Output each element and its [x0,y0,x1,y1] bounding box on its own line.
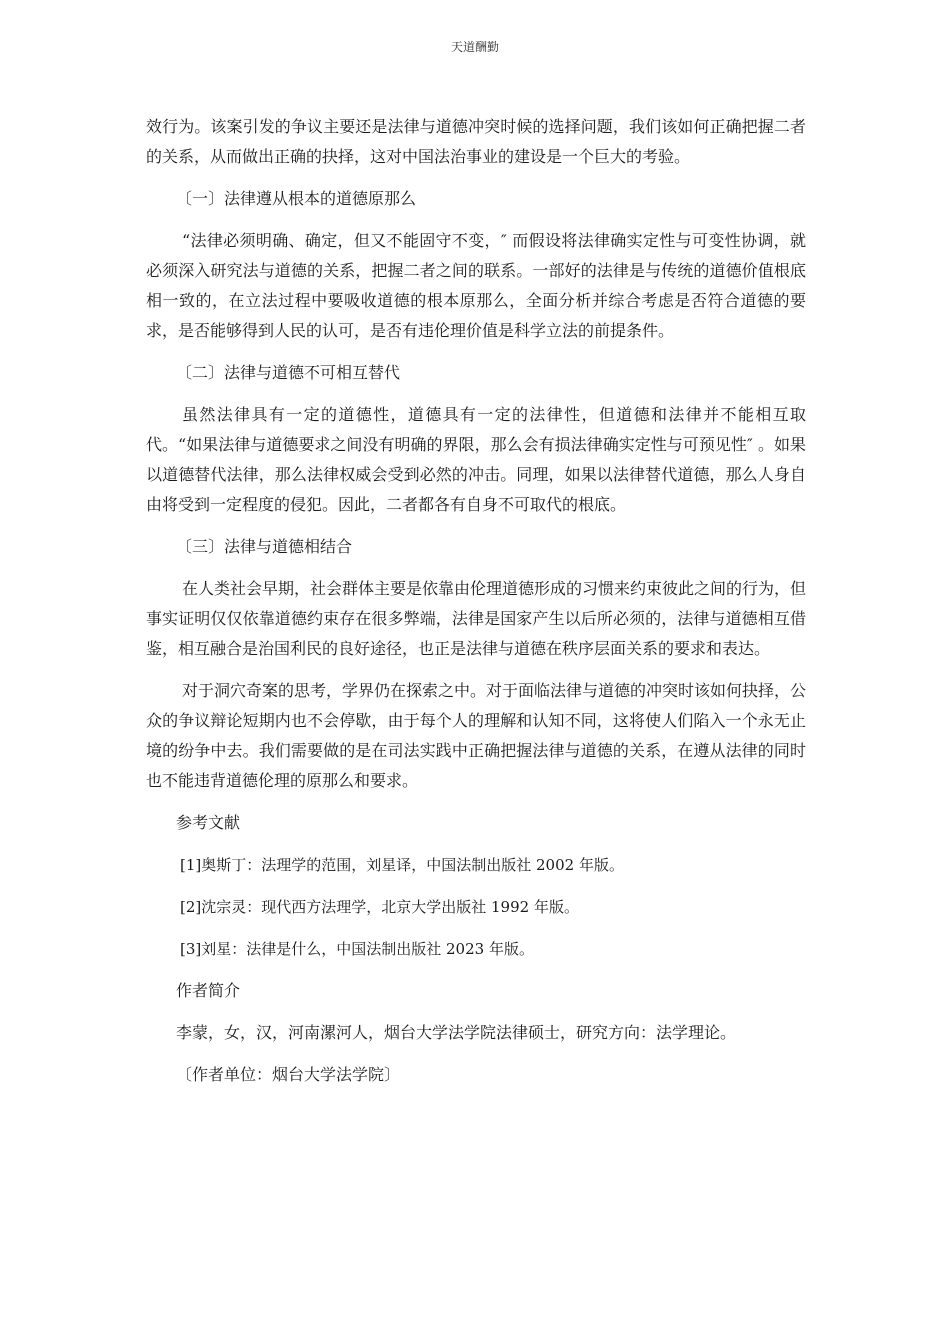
references-title: 参考文献 [176,813,241,832]
author-title: 作者简介 [176,981,241,1000]
reference-item: [1]奥斯丁：法理学的范围，刘星译，中国法制出版社 2002 年版。 [180,856,624,874]
document-body [146,112,806,1102]
section-heading-2: 〔二〕法律与道德不可相互替代 [176,363,401,382]
paragraph-section-3: 在人类社会早期，社会群体主要是依靠由伦理道德形成的习惯来约束彼此之间的行为，但事实证明仅仅依靠道德约束存在很多弊端，法律是国家产生以后所必须的，法律与道德相互借鉴，相互融合是治国利民的良好途径，也正是法律与道德在秩序层面关系的要求和表达。 [146,579,807,658]
paragraph-conclusion: 对于洞穴奇案的思考，学界仍在探索之中。对于面临法律与道德的冲突时该如何抉择，公众的争议辩论短期内也不会停歇，由于每个人的理解和认知不同，这将使人们陷入一个永无止境的纷争中去。我们需要做的是在司法实践中正确把握法律与道德的关系，在遵从法律的同时也不能违背道德伦理的原那么和要求。 [146,681,807,790]
reference-item: [2]沈宗灵：现代西方法理学，北京大学出版社 1992 年版。 [180,898,579,916]
page-header: 天道酬勤 [450,40,499,54]
author-bio: 李蒙，女，汉，河南漯河人，烟台大学法学院法律硕士，研究方向：法学理论。 [176,1023,737,1042]
paragraph-continued: 效行为。该案引发的争议主要还是法律与道德冲突时候的选择问题，我们该如何正确把握二者的关系，从而做出正确的抉择，这对中国法治事业的建设是一个巨大的考验。 [146,117,806,166]
author-unit: 〔作者单位：烟台大学法学院〕 [176,1065,401,1084]
section-heading-1: 〔一〕法律遵从根本的道德原那么 [176,189,417,208]
paragraph-section-1: “法律必须明确、确定，但又不能固守不变，″ 而假设将法律确实定性与可变性协调，就必须深入研究法与道德的关系，把握二者之间的联系。一部好的法律是与传统的道德价值根底相一致的，在立法过程中要吸收道德的根本原那么，全面分析并综合考虑是否符合道德的要求，是否能够得到人民的认可，是否有违伦理价值是科学立法的前提条件。 [146,231,806,340]
reference-item: [3]刘星：法律是什么，中国法制出版社 2023 年版。 [180,940,534,958]
section-heading-3: 〔三〕法律与道德相结合 [176,537,353,556]
paragraph-section-2: 虽然法律具有一定的道德性，道德具有一定的法律性，但道德和法律并不能相互取代。“如果法律与道德要求之间没有明确的界限，那么会有损法律确实定性与可预见性″ 。如果以道德替代法律，那么法律权威会受到必然的冲击。同理，如果以法律替代道德，那么人身自由将受到一定程度的侵犯。因此，二者都各有自身不可取代的根底。 [146,405,806,514]
